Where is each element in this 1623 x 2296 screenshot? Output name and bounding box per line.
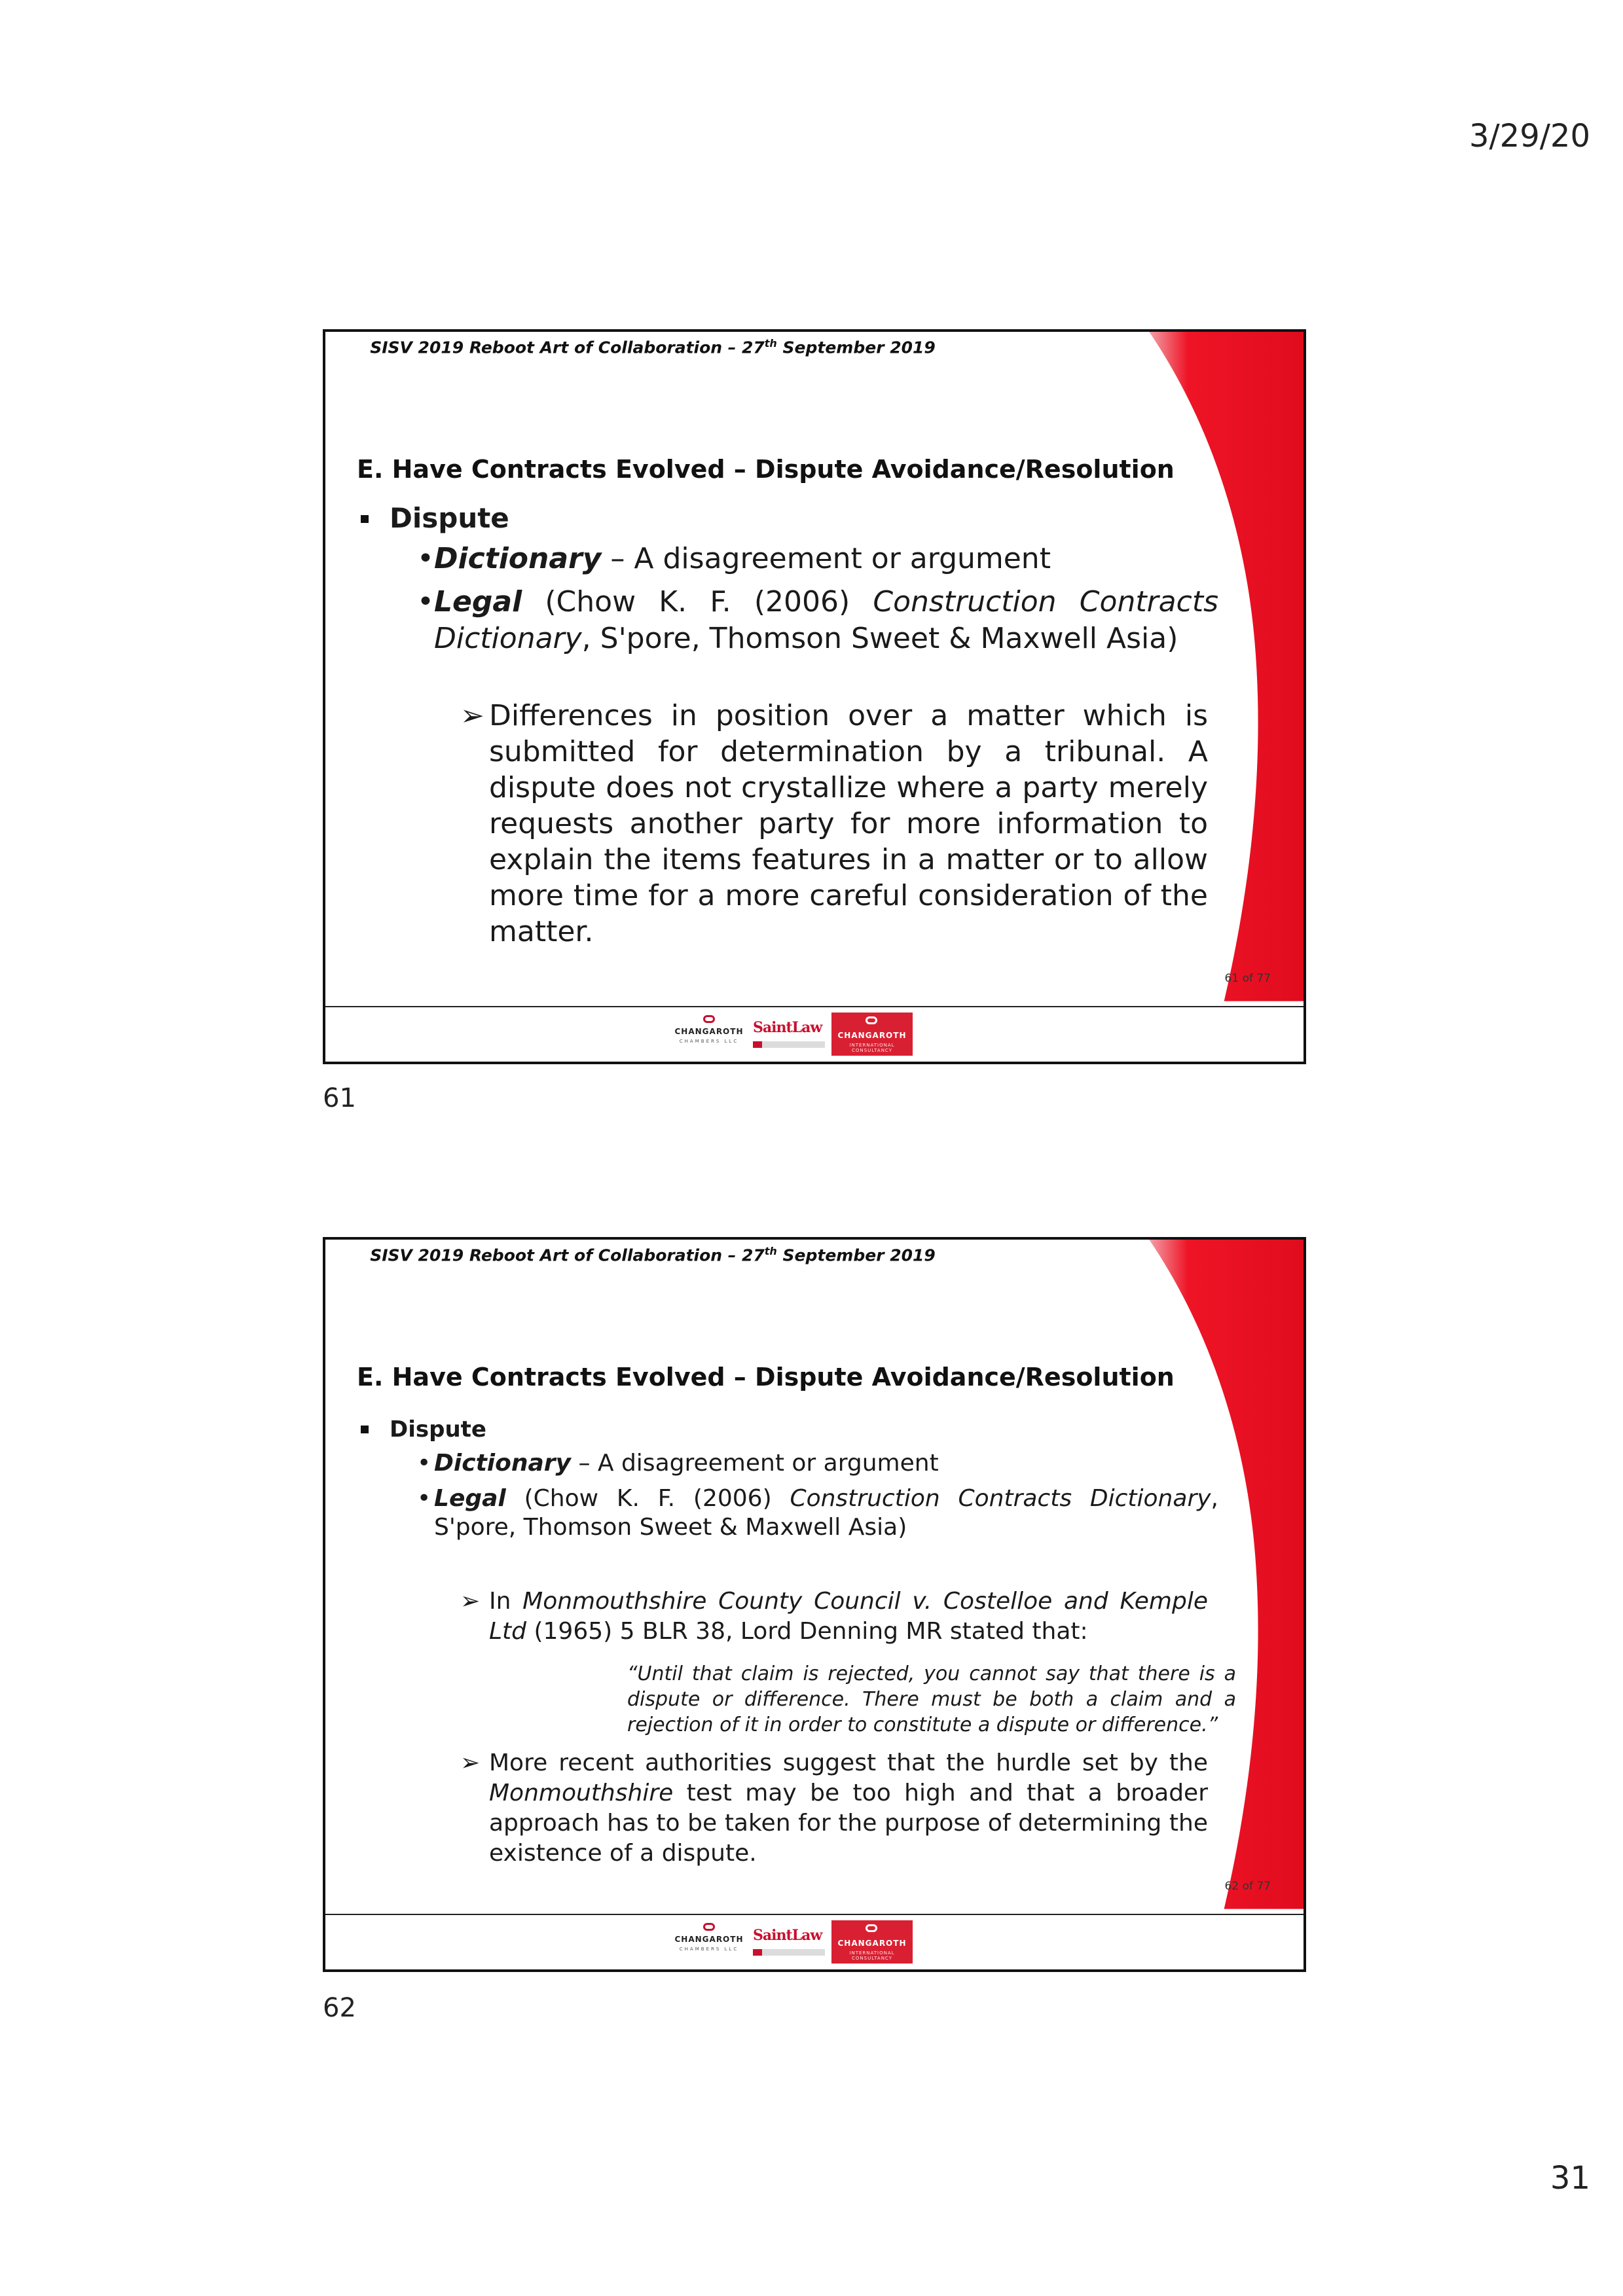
section-title: E. Have Contracts Evolved – Dispute Avoidance/Resolution xyxy=(357,455,1175,484)
arrow-item-recent-authorities xyxy=(357,1748,1208,1869)
footer-divider xyxy=(325,1006,1304,1007)
page-number: 31 xyxy=(1550,2160,1590,2197)
changaroth-chambers-logo: CHANGAROTH CHAMBERS LLC xyxy=(669,1920,749,1965)
changaroth-chambers-logo: CHANGAROTH CHAMBERS LLC xyxy=(669,1013,749,1057)
page-date: 3/29/20 xyxy=(1468,118,1590,154)
slide-61 xyxy=(323,329,1306,1064)
saintlaw-logo: SaintLaw xyxy=(753,1013,828,1057)
list-item-dispute: Dispute xyxy=(357,1416,1208,1443)
legal-term: Legal xyxy=(434,585,522,619)
legal-open: (Chow K. F. (2006) xyxy=(505,1485,790,1512)
slide-content xyxy=(357,1363,1236,1869)
header-prefix: SISV 2019 Reboot Art of Collaboration – 27 xyxy=(370,1246,765,1265)
bullet-legal xyxy=(357,584,1218,657)
legal-book: Construction Contracts Dictionary xyxy=(790,1485,1211,1512)
slide-content xyxy=(357,455,1218,950)
footer-logos xyxy=(669,1920,913,1966)
saintlaw-logo: SaintLaw xyxy=(753,1920,828,1965)
legal-close: , S'pore, Thomson Sweet & Maxwell Asia) xyxy=(434,1485,1218,1541)
slide-number-62: 62 xyxy=(323,1993,356,2023)
arrow2-pre: More recent authorities suggest that the hurdle set by the xyxy=(489,1749,1208,1776)
slide-header xyxy=(325,1245,980,1265)
dictionary-term: Dictionary xyxy=(434,542,602,575)
slide-counter: 62 of 77 xyxy=(1224,1880,1271,1893)
footer-divider xyxy=(325,1914,1304,1915)
arrow1-post: (1965) 5 BLR 38, Lord Denning MR stated that: xyxy=(526,1618,1088,1645)
header-sup: th xyxy=(764,1245,777,1257)
dictionary-term: Dictionary xyxy=(434,1450,571,1477)
header-prefix: SISV 2019 Reboot Art of Collaboration – 27 xyxy=(370,338,765,357)
slide-header xyxy=(325,337,980,357)
section-title: E. Have Contracts Evolved – Dispute Avoidance/Resolution xyxy=(357,1363,1175,1391)
legal-book: Construction Contracts Dictionary xyxy=(434,585,1218,655)
bullet-legal xyxy=(357,1484,1218,1542)
list-item-dispute: Dispute xyxy=(357,502,1208,534)
case-short-name: Monmouthshire xyxy=(489,1780,674,1806)
slide-62 xyxy=(323,1237,1306,1972)
arrow2-post: test may be too high and that a broader approach has to be taken for the purpose of determining the existence of a dispute. xyxy=(489,1780,1208,1867)
dictionary-text: – A disagreement or argument xyxy=(571,1450,939,1477)
case-name: Monmouthshire County Council v. Costelloe and Kemple Ltd xyxy=(489,1588,1208,1645)
slide-number-61: 61 xyxy=(323,1083,356,1113)
arrow1-pre: In xyxy=(489,1588,523,1615)
changaroth-consultancy-logo: CHANGAROTH INTERNATIONAL CONSULTANCY xyxy=(831,1013,913,1056)
bullet-dictionary xyxy=(357,1449,1218,1478)
legal-term: Legal xyxy=(434,1485,506,1512)
legal-open: (Chow K. F. (2006) xyxy=(522,585,873,619)
header-suffix: September 2019 xyxy=(776,338,936,357)
arrow-item-monmouthshire xyxy=(357,1587,1208,1647)
slide-counter: 61 of 77 xyxy=(1224,972,1271,985)
dictionary-text: – A disagreement or argument xyxy=(601,542,1051,575)
legal-close: , S'pore, Thomson Sweet & Maxwell Asia) xyxy=(581,622,1178,655)
changaroth-consultancy-logo: CHANGAROTH INTERNATIONAL CONSULTANCY xyxy=(831,1920,913,1964)
header-suffix: September 2019 xyxy=(776,1246,936,1265)
arrow-item-definition: ➢ Differences in position over a matter which is submitted for determination by a tribunal. A dispute does not crystallize where a party merely requests another party for more information to explain the items features in a matter or to allow more time for a more careful consideration of the matter. xyxy=(357,698,1208,950)
header-sup: th xyxy=(764,337,777,350)
footer-logos xyxy=(669,1013,913,1058)
denning-quote: “Until that claim is rejected, you cannot say that there is a dispute or difference. There must be both a claim and a rejection of it in order to constitute a dispute or difference.” xyxy=(627,1662,1236,1736)
bullet-dictionary xyxy=(357,541,1218,577)
